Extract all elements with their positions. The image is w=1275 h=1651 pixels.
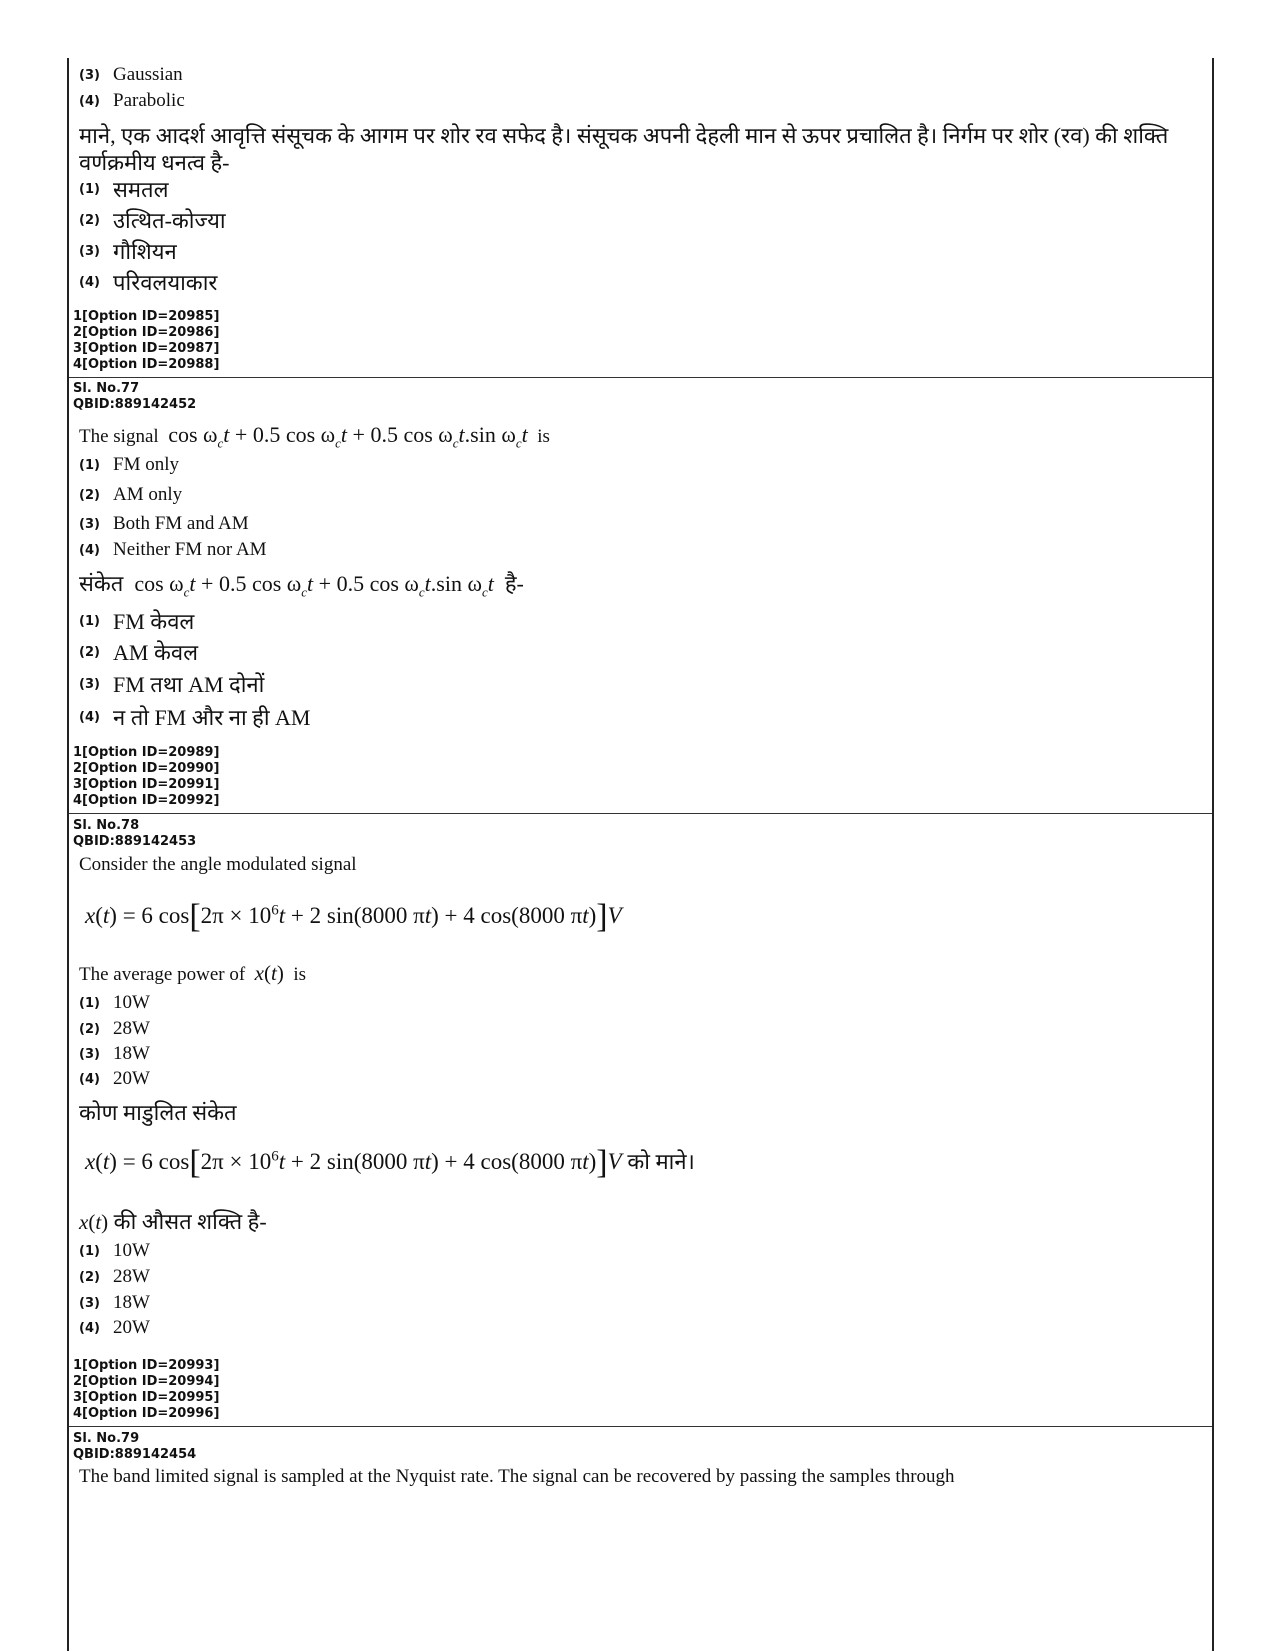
option-text: उत्थित-कोज्या: [113, 208, 226, 233]
option-id: 3[Option ID=20987]: [73, 341, 220, 356]
option-id: 1[Option ID=20989]: [73, 745, 220, 760]
q77-option-1-en: (1) FM only: [79, 454, 179, 475]
q78-option-4-en: (4) 20W: [79, 1068, 150, 1089]
q78-option-1-hi: (1) 10W: [79, 1240, 150, 1261]
q76-option-1-hi: (1) समतल: [79, 177, 169, 202]
option-text: न तो FM और ना ही AM: [113, 705, 311, 730]
q78-intro-hi: कोण माडुलित संकेत: [79, 1100, 237, 1125]
q78-option-2-hi: (2) 28W: [79, 1266, 150, 1287]
q77-option-2-hi: (2) AM केवल: [79, 640, 198, 665]
q77-option-3-hi: (3) FM तथा AM दोनों: [79, 672, 265, 697]
option-id: 4[Option ID=20992]: [73, 793, 220, 808]
q78-header: [69, 818, 1212, 850]
option-text: 28W: [113, 1266, 150, 1287]
q77-question-en: The signal $\cos \omega_ct + 0.5$ $\cos \omega_ct + 0.5$ $\cos \omega_ct.\sin$ $\omega_ct$ is: [79, 422, 550, 451]
q79-header: [69, 1431, 1212, 1463]
q78-equation-hi: x(t) = 6 $\cos[2\pi \times 10^6t + 2$ sin(8000 πt) + 4 cos(8000 πt)]V को माने।: [85, 1144, 695, 1181]
q76-option-3-hi: (3) गौशियन: [79, 239, 177, 264]
option-id: 1[Option ID=20993]: [73, 1358, 220, 1373]
option-id: 4[Option ID=20988]: [73, 357, 220, 372]
option-text: 28W: [113, 1018, 150, 1039]
option-text: 18W: [113, 1043, 150, 1064]
q78-option-4-hi: (4) 20W: [79, 1317, 150, 1338]
q78-option-1-en: (1) 10W: [79, 992, 150, 1013]
option-id: 3[Option ID=20991]: [73, 777, 220, 792]
option-text: समतल: [113, 177, 169, 202]
q76-option-4-hi: (4) परिवलयाकार: [79, 270, 218, 295]
option-text: परिवलयाकार: [113, 270, 218, 295]
q79-question-en: The band limited signal is sampled at the Nyquist rate. The signal can be recovered by passing the samples through: [79, 1466, 955, 1487]
q77-header: [69, 381, 1212, 413]
option-id: 1[Option ID=20985]: [73, 309, 220, 324]
option-text: Neither FM nor AM: [113, 539, 267, 560]
option-id: 2[Option ID=20994]: [73, 1374, 220, 1389]
q78-power-en: The average power of x(t) is: [79, 961, 307, 985]
question-divider: [69, 813, 1212, 814]
q77-option-2-en: (2) AM only: [79, 484, 183, 505]
qbid: QBID:889142454: [73, 1447, 197, 1462]
qbid: QBID:889142452: [73, 397, 197, 412]
q76-question-hi-line2: वर्णक्रमीय धनत्व है-: [79, 150, 230, 175]
q77-option-4-en: (4) Neither FM nor AM: [79, 539, 267, 560]
option-id: 2[Option ID=20990]: [73, 761, 220, 776]
option-text: 10W: [113, 1240, 150, 1261]
option-text: AM only: [113, 484, 183, 505]
q78-option-3-en: (3) 18W: [79, 1043, 150, 1064]
question-paper-frame: [67, 58, 1214, 1651]
q78-power-hi: x(t) की औसत शक्ति है-: [79, 1209, 267, 1234]
qbid: QBID:889142453: [73, 834, 197, 849]
question-divider: [69, 377, 1212, 378]
option-text: 18W: [113, 1292, 150, 1313]
q76-option-3-en: (3) Gaussian: [79, 64, 183, 85]
option-text: Gaussian: [113, 64, 183, 85]
serial-number: Sl. No.78: [73, 818, 140, 833]
option-text: FM केवल: [113, 609, 195, 634]
option-text: Parabolic: [113, 90, 185, 111]
q76-question-hi-line1: माने, एक आदर्श आवृत्ति संसूचक के आगम पर शोर रव सफेद है। संसूचक अपनी देहली मान से ऊपर प्रचालित है। निर्गम पर शोर (रव) की शक्ति: [79, 123, 1169, 148]
option-id: 3[Option ID=20995]: [73, 1390, 220, 1405]
q78-equation-en: x(t) = 6 $\cos[2\pi \times 10^6t + 2$ sin(8000 πt) + 4 cos(8000 πt)]V: [85, 898, 622, 935]
option-id: 4[Option ID=20996]: [73, 1406, 220, 1421]
option-text: गौशियन: [113, 239, 177, 264]
q76-option-2-hi: (2) उत्थित-कोज्या: [79, 208, 226, 233]
q77-question-hi: संकेत $\cos \omega_ct + 0.5$ $\cos \omega_ct + 0.5$ $\cos \omega_ct.\sin$ $\omega_ct$ है-: [79, 571, 524, 600]
q77-option-id-list: [69, 745, 219, 809]
signal-formula: $\cos \omega_ct + 0.5$ $\cos \omega_ct + 0.5$ $\cos \omega_ct.\sin$ $\omega_ct$: [168, 422, 528, 451]
q78-intro-en: Consider the angle modulated signal: [79, 854, 357, 875]
option-text: AM केवल: [113, 640, 198, 665]
option-text: 20W: [113, 1068, 150, 1089]
q76-option-id-list: [69, 309, 219, 373]
serial-number: Sl. No.79: [73, 1431, 140, 1446]
option-id: 2[Option ID=20986]: [73, 325, 220, 340]
q77-option-1-hi: (1) FM केवल: [79, 609, 195, 634]
signal-formula: $\cos \omega_ct + 0.5$ $\cos \omega_ct + 0.5$ $\cos \omega_ct.\sin$ $\omega_ct$: [134, 571, 494, 600]
option-text: FM only: [113, 454, 179, 475]
q78-option-id-list: [69, 1358, 219, 1422]
option-text: 20W: [113, 1317, 150, 1338]
q78-option-2-en: (2) 28W: [79, 1018, 150, 1039]
option-text: 10W: [113, 992, 150, 1013]
question-divider: [69, 1426, 1212, 1427]
option-text: FM तथा AM दोनों: [113, 672, 265, 697]
q77-option-4-hi: (4) न तो FM और ना ही AM: [79, 705, 311, 730]
q77-option-3-en: (3) Both FM and AM: [79, 513, 249, 534]
q76-option-4-en: (4) Parabolic: [79, 90, 185, 111]
option-text: Both FM and AM: [113, 513, 249, 534]
serial-number: Sl. No.77: [73, 381, 140, 396]
q78-option-3-hi: (3) 18W: [79, 1292, 150, 1313]
